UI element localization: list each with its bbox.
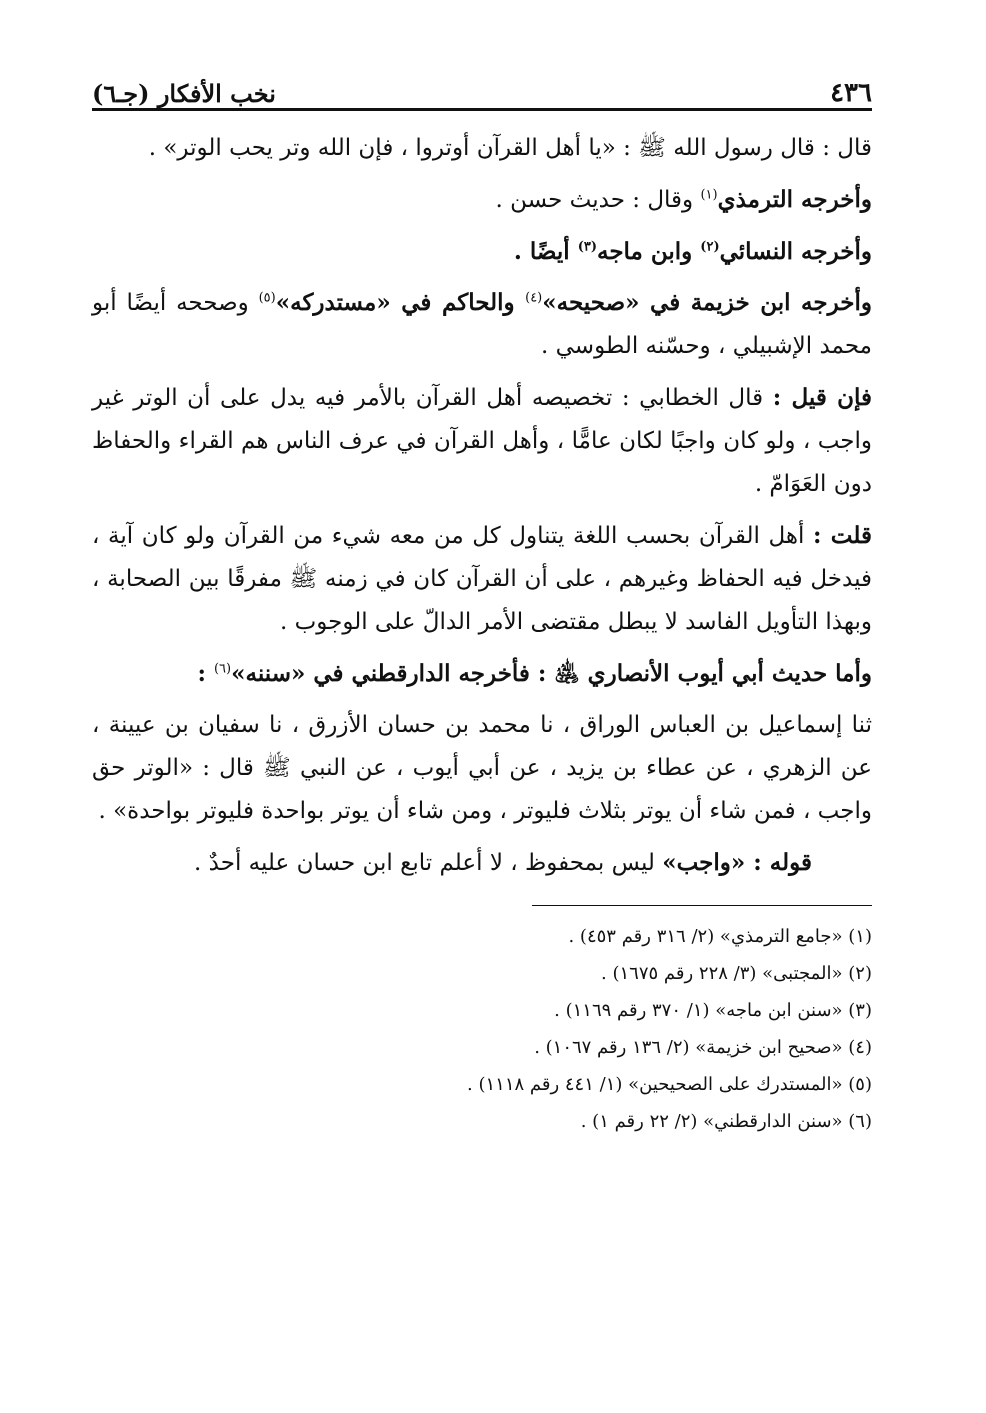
footnotes <box>92 918 872 1140</box>
footnote-ref-1[interactable]: (١) <box>700 187 718 203</box>
footnote-5: (٥) «المستدرك على الصحيحين» (١/ ٤٤١ رقم ١١١٨) . <box>467 1074 872 1095</box>
paragraph-9: قوله : «واجب» ليس بمحفوظ ، لا أعلم تابع ابن حسان عليه أحدٌ . <box>194 849 812 876</box>
footnote-ref-3[interactable]: (٣) <box>577 239 597 255</box>
footnote-2: (٢) «المجتبى» (٣/ ٢٢٨ رقم ١٦٧٥) . <box>601 963 872 984</box>
footnote-separator <box>532 905 872 906</box>
paragraph-1: قال : قال رسول الله ﷺ : «يا أهل القرآن أوتروا ، فإن الله وتر يحب الوتر» . <box>148 135 872 161</box>
page-number: ٤٣٦ <box>830 78 872 108</box>
paragraph-2: وأخرجه الترمذي$^{(١)}$ وقال : حديث حسن . <box>495 186 872 213</box>
book-page <box>92 60 872 1140</box>
page-header <box>92 60 872 111</box>
footnote-4: (٤) «صحيح ابن خزيمة» (٢/ ١٣٦ رقم ١٠٦٧) . <box>534 1037 872 1058</box>
paragraph-5: فإن قيل : قال الخطابي : تخصيصه أهل القرآن بالأمر فيه يدل على أن الوتر غير واجب ، ولو كان واجبًا لكان عامًّا ، وأهل القرآن في عرف الناس هم القراء والحفاظ دون العَوَامّ . <box>92 384 872 497</box>
paragraph-8: ثنا إسماعيل بن العباس الوراق ، نا محمد بن حسان الأزرق ، نا سفيان بن عيينة ، عن الزهري ، عن عطاء بن يزيد ، عن أبي أيوب ، عن النبي ﷺ قال : «الوتر حق واجب ، فمن شاء أن يوتر بثلاث فليوتر ، ومن شاء أن يوتر بواحدة فليوتر بواحدة» . <box>92 712 873 824</box>
footnote-ref-6[interactable]: (٦) <box>213 661 232 677</box>
footnote-ref-4[interactable]: (٤) <box>525 290 543 306</box>
footnote-ref-5[interactable]: (٥) <box>258 290 276 306</box>
paragraph-7: وأما حديث أبي أيوب الأنصاري ﵁ : فأخرجه الدارقطني في «سننه»$^{(٦)}$ : <box>197 660 872 687</box>
main-text <box>92 127 872 885</box>
paragraph-4: وأخرجه ابن خزيمة في «صحيحه»$^{(٤)}$ والحاكم في «مستدركه»$^{(٥)}$ وصححه أيضًا أبو محمد الإشبيلي ، وحسّنه الطوسي . <box>92 289 872 359</box>
footnote-1: (١) «جامع الترمذي» (٢/ ٣١٦ رقم ٤٥٣) . <box>568 926 872 947</box>
paragraph-3: وأخرجه النسائي$^{(٢)}$ وابن ماجه$^{(٣)}$ أيضًا . <box>513 238 872 265</box>
paragraph-6: قلت : أهل القرآن بحسب اللغة يتناول كل من معه شيء من القرآن ولو كان آية ، فيدخل فيه الحفاظ وغيرهم ، على أن القرآن كان في زمنه ﷺ مفرقًا بين الصحابة ، وبهذا التأويل الفاسد لا يبطل مقتضى الأمر الدالّ على الوجوب . <box>92 522 872 635</box>
footnote-6: (٦) «سنن الدارقطني» (٢/ ٢٢ رقم ١) . <box>580 1111 872 1132</box>
footnote-3: (٣) «سنن ابن ماجه» (١/ ٣٧٠ رقم ١١٦٩) . <box>554 1000 872 1021</box>
running-title: نخب الأفكار (جـ٦) <box>92 79 276 108</box>
footnote-ref-2[interactable]: (٢) <box>700 239 720 255</box>
